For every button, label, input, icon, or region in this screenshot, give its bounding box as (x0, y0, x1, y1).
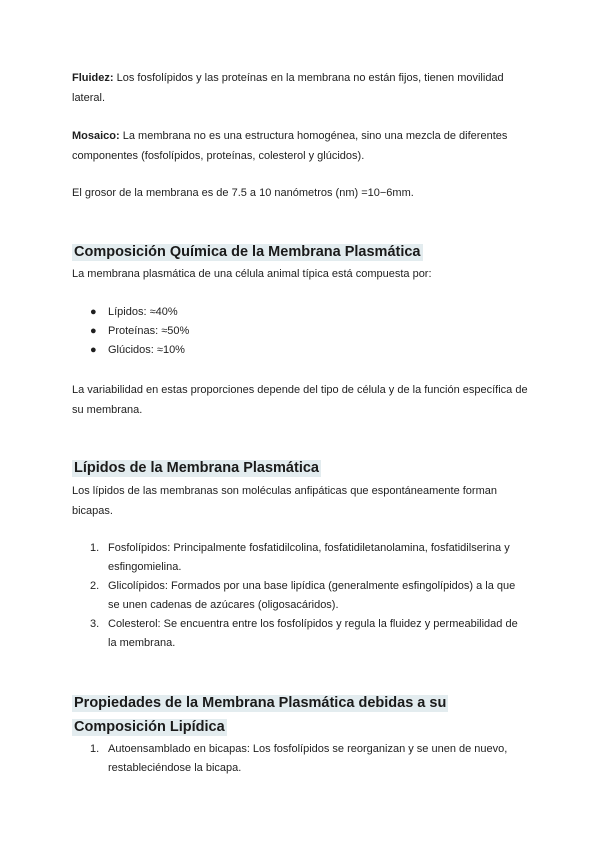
list-item-text: Colesterol: Se encuentra entre los fosfolípidos y regula la fluidez y permeabilidad de la membrana. (108, 618, 518, 649)
list-item (72, 577, 528, 615)
list-number: 1. (90, 542, 100, 554)
fluidez-text: Los fosfolípidos y las proteínas en la membrana no están fijos, tienen movilidad lateral. (72, 72, 504, 104)
list-item-text: Lípidos: ≈40% (108, 306, 178, 318)
section-heading-composicion-text: Composición Química de la Membrana Plasmática (74, 244, 421, 260)
section-heading-composicion (72, 243, 423, 262)
list-item (72, 341, 528, 360)
section-heading-propiedades-line2: Composición Lipídica (74, 719, 225, 735)
propiedades-list (72, 740, 528, 778)
list-item-text: Proteínas: ≈50% (108, 325, 190, 337)
bullet-icon: ● (90, 325, 97, 337)
list-item-text: Fosfolípidos: Principalmente fosfatidilcolina, fosfatidiletanolamina, fosfatidilserina y esfingomielina. (108, 542, 510, 573)
section-heading-propiedades-2 (72, 718, 227, 737)
list-item-text: Glúcidos: ≈10% (108, 344, 185, 356)
list-item (72, 740, 528, 778)
list-item (72, 303, 528, 322)
section-heading-lipidos-text: Lípidos de la Membrana Plasmática (74, 460, 319, 476)
list-number: 1. (90, 743, 100, 755)
list-number: 2. (90, 580, 100, 592)
fluidez-label: Fluidez: (72, 72, 114, 84)
list-item (72, 322, 528, 341)
list-item (72, 615, 528, 653)
lipidos-intro: Los lípidos de las membranas son moléculas anfipáticas que espontáneamente forman bicapas. (72, 485, 497, 517)
composicion-intro: La membrana plasmática de una célula animal típica está compuesta por: (72, 268, 432, 280)
list-item-text: Autoensamblado en bicapas: Los fosfolípidos se reorganizan y se unen de nuevo, restableciéndose la bicapa. (108, 743, 508, 774)
mosaico-text: La membrana no es una estructura homogénea, sino una mezcla de diferentes componentes (fosfolípidos, proteínas, colesterol y glúcidos). (72, 130, 508, 162)
bullet-icon: ● (90, 344, 97, 356)
composicion-outro: La variabilidad en estas proporciones depende del tipo de célula y de la función específica de su membrana. (72, 384, 528, 416)
lipidos-list (72, 539, 528, 653)
mosaico-label: Mosaico: (72, 130, 120, 142)
grosor-paragraph: El grosor de la membrana es de 7.5 a 10 nanómetros (nm) =10−6mm. (72, 187, 414, 199)
section-heading-propiedades-line1: Propiedades de la Membrana Plasmática debidas a su (74, 695, 447, 711)
mosaico-paragraph (72, 126, 528, 166)
section-heading-lipidos (72, 459, 321, 478)
composicion-list (72, 303, 528, 360)
bullet-icon: ● (90, 306, 97, 318)
fluidez-paragraph (72, 68, 528, 108)
list-number: 3. (90, 618, 100, 630)
section-heading-propiedades (72, 694, 448, 713)
list-item (72, 539, 528, 577)
list-item-text: Glicolípidos: Formados por una base lipídica (generalmente esfingolípidos) a la que se unen cadenas de azúcares (oligosacáridos). (108, 580, 516, 611)
